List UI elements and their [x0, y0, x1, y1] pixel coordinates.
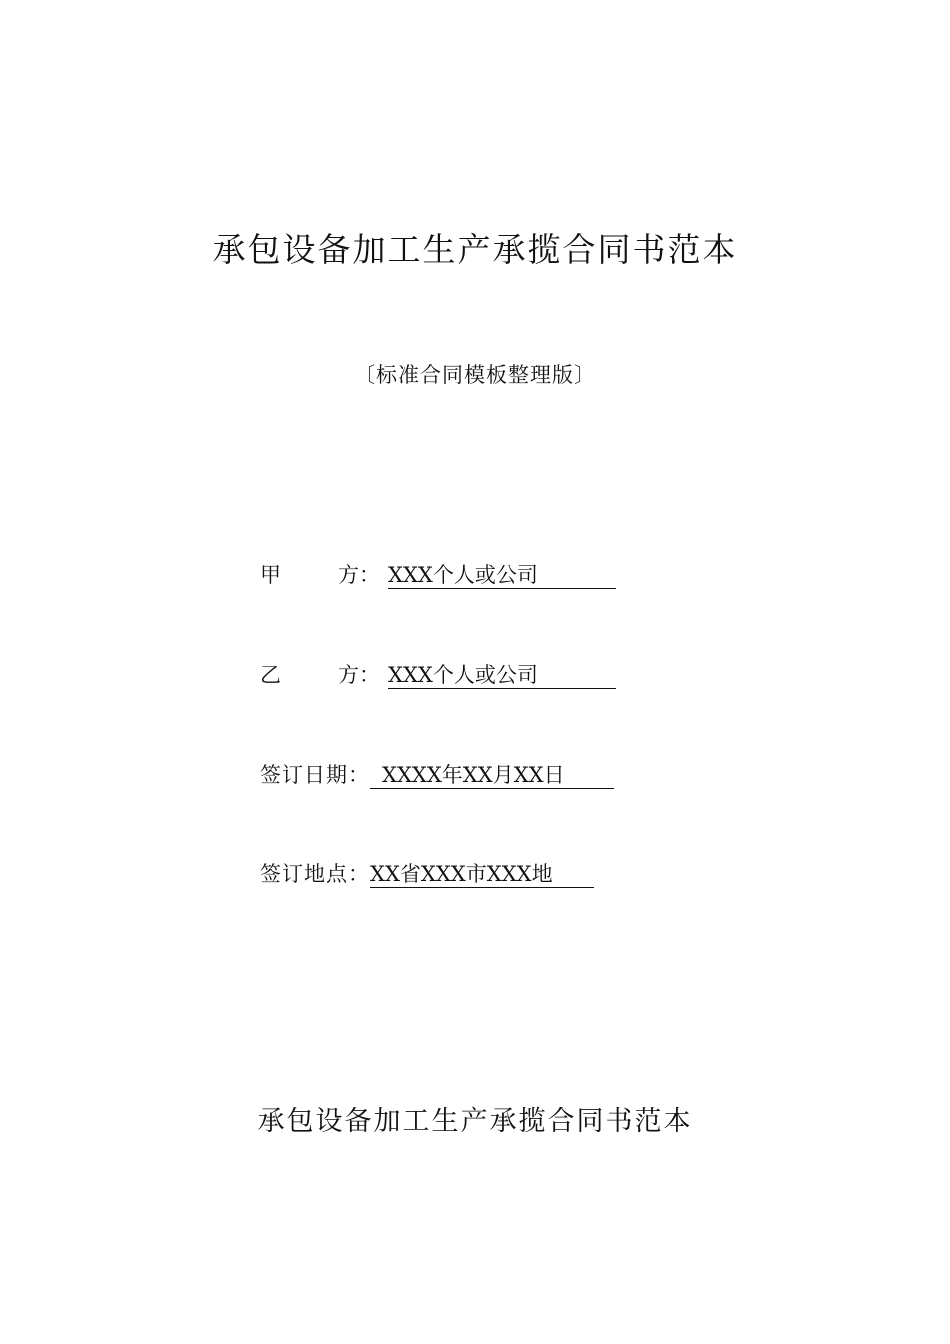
party-a-label: 甲 方： [260, 563, 380, 587]
sign-date-label: 签订日期： [260, 763, 370, 787]
party-a-value: XXX个人或公司 [388, 562, 616, 589]
document-subtitle: 〔标准合同模板整理版〕 [354, 363, 596, 387]
party-b-row [260, 658, 616, 692]
party-b-value: XXX个人或公司 [388, 662, 616, 689]
party-a-row [260, 558, 616, 592]
sign-place-value: XX省XXX市XXX地 [370, 861, 594, 888]
sign-date-value: XXXX年XX月XX日 [370, 762, 614, 789]
document-title: 承包设备加工生产承揽合同书范本 [212, 230, 738, 269]
sign-place-row [260, 857, 594, 891]
party-b-label: 乙 方： [260, 663, 380, 687]
sign-date-row [260, 758, 614, 792]
sign-place-label: 签订地点： [260, 862, 370, 886]
footer-title: 承包设备加工生产承揽合同书范本 [257, 1106, 693, 1137]
